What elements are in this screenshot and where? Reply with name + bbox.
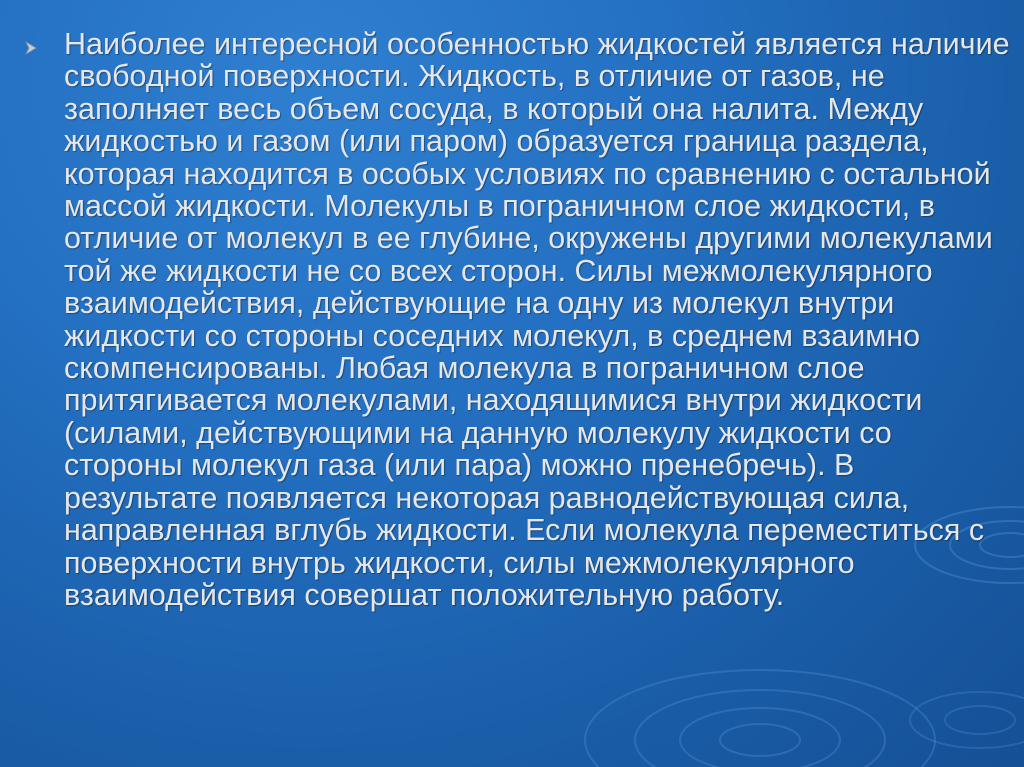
bullet-paragraph xyxy=(24,28,1014,611)
arrow-bullet-icon xyxy=(24,28,64,61)
bullet-text: Наиболее интересной особенностью жидкостей является наличие свободной поверхности. Жидкость, в отличие от газов, не заполняет весь объем сосуда, в который она налита. Между жидкостью и газом (или паром) образуется граница раздела, которая находится в особых условиях по сравнению с остальной массой жидкости. Молекулы в пограничном слое жидкости, в отличие от молекул в ее глубине, окружены другими молекулами той же жидкости не со всех сторон. Силы межмолекулярного взаимодействия, действующие на одну из молекул внутри жидкости со стороны соседних молекул, в среднем взаимно скомпенсированы. Любая молекула в пограничном слое притягивается молекулами, находящимися внутри жидкости (силами, действующими на данную молекулу жидкости со стороны молекул газа (или пара) можно пренебречь). В результате появляется некоторая равнодействующая сила, направленная вглубь жидкости. Если молекула переместиться с поверхности внутрь жидкости, силы межмолекулярного взаимодействия совершат положительную работу. xyxy=(64,27,1010,612)
